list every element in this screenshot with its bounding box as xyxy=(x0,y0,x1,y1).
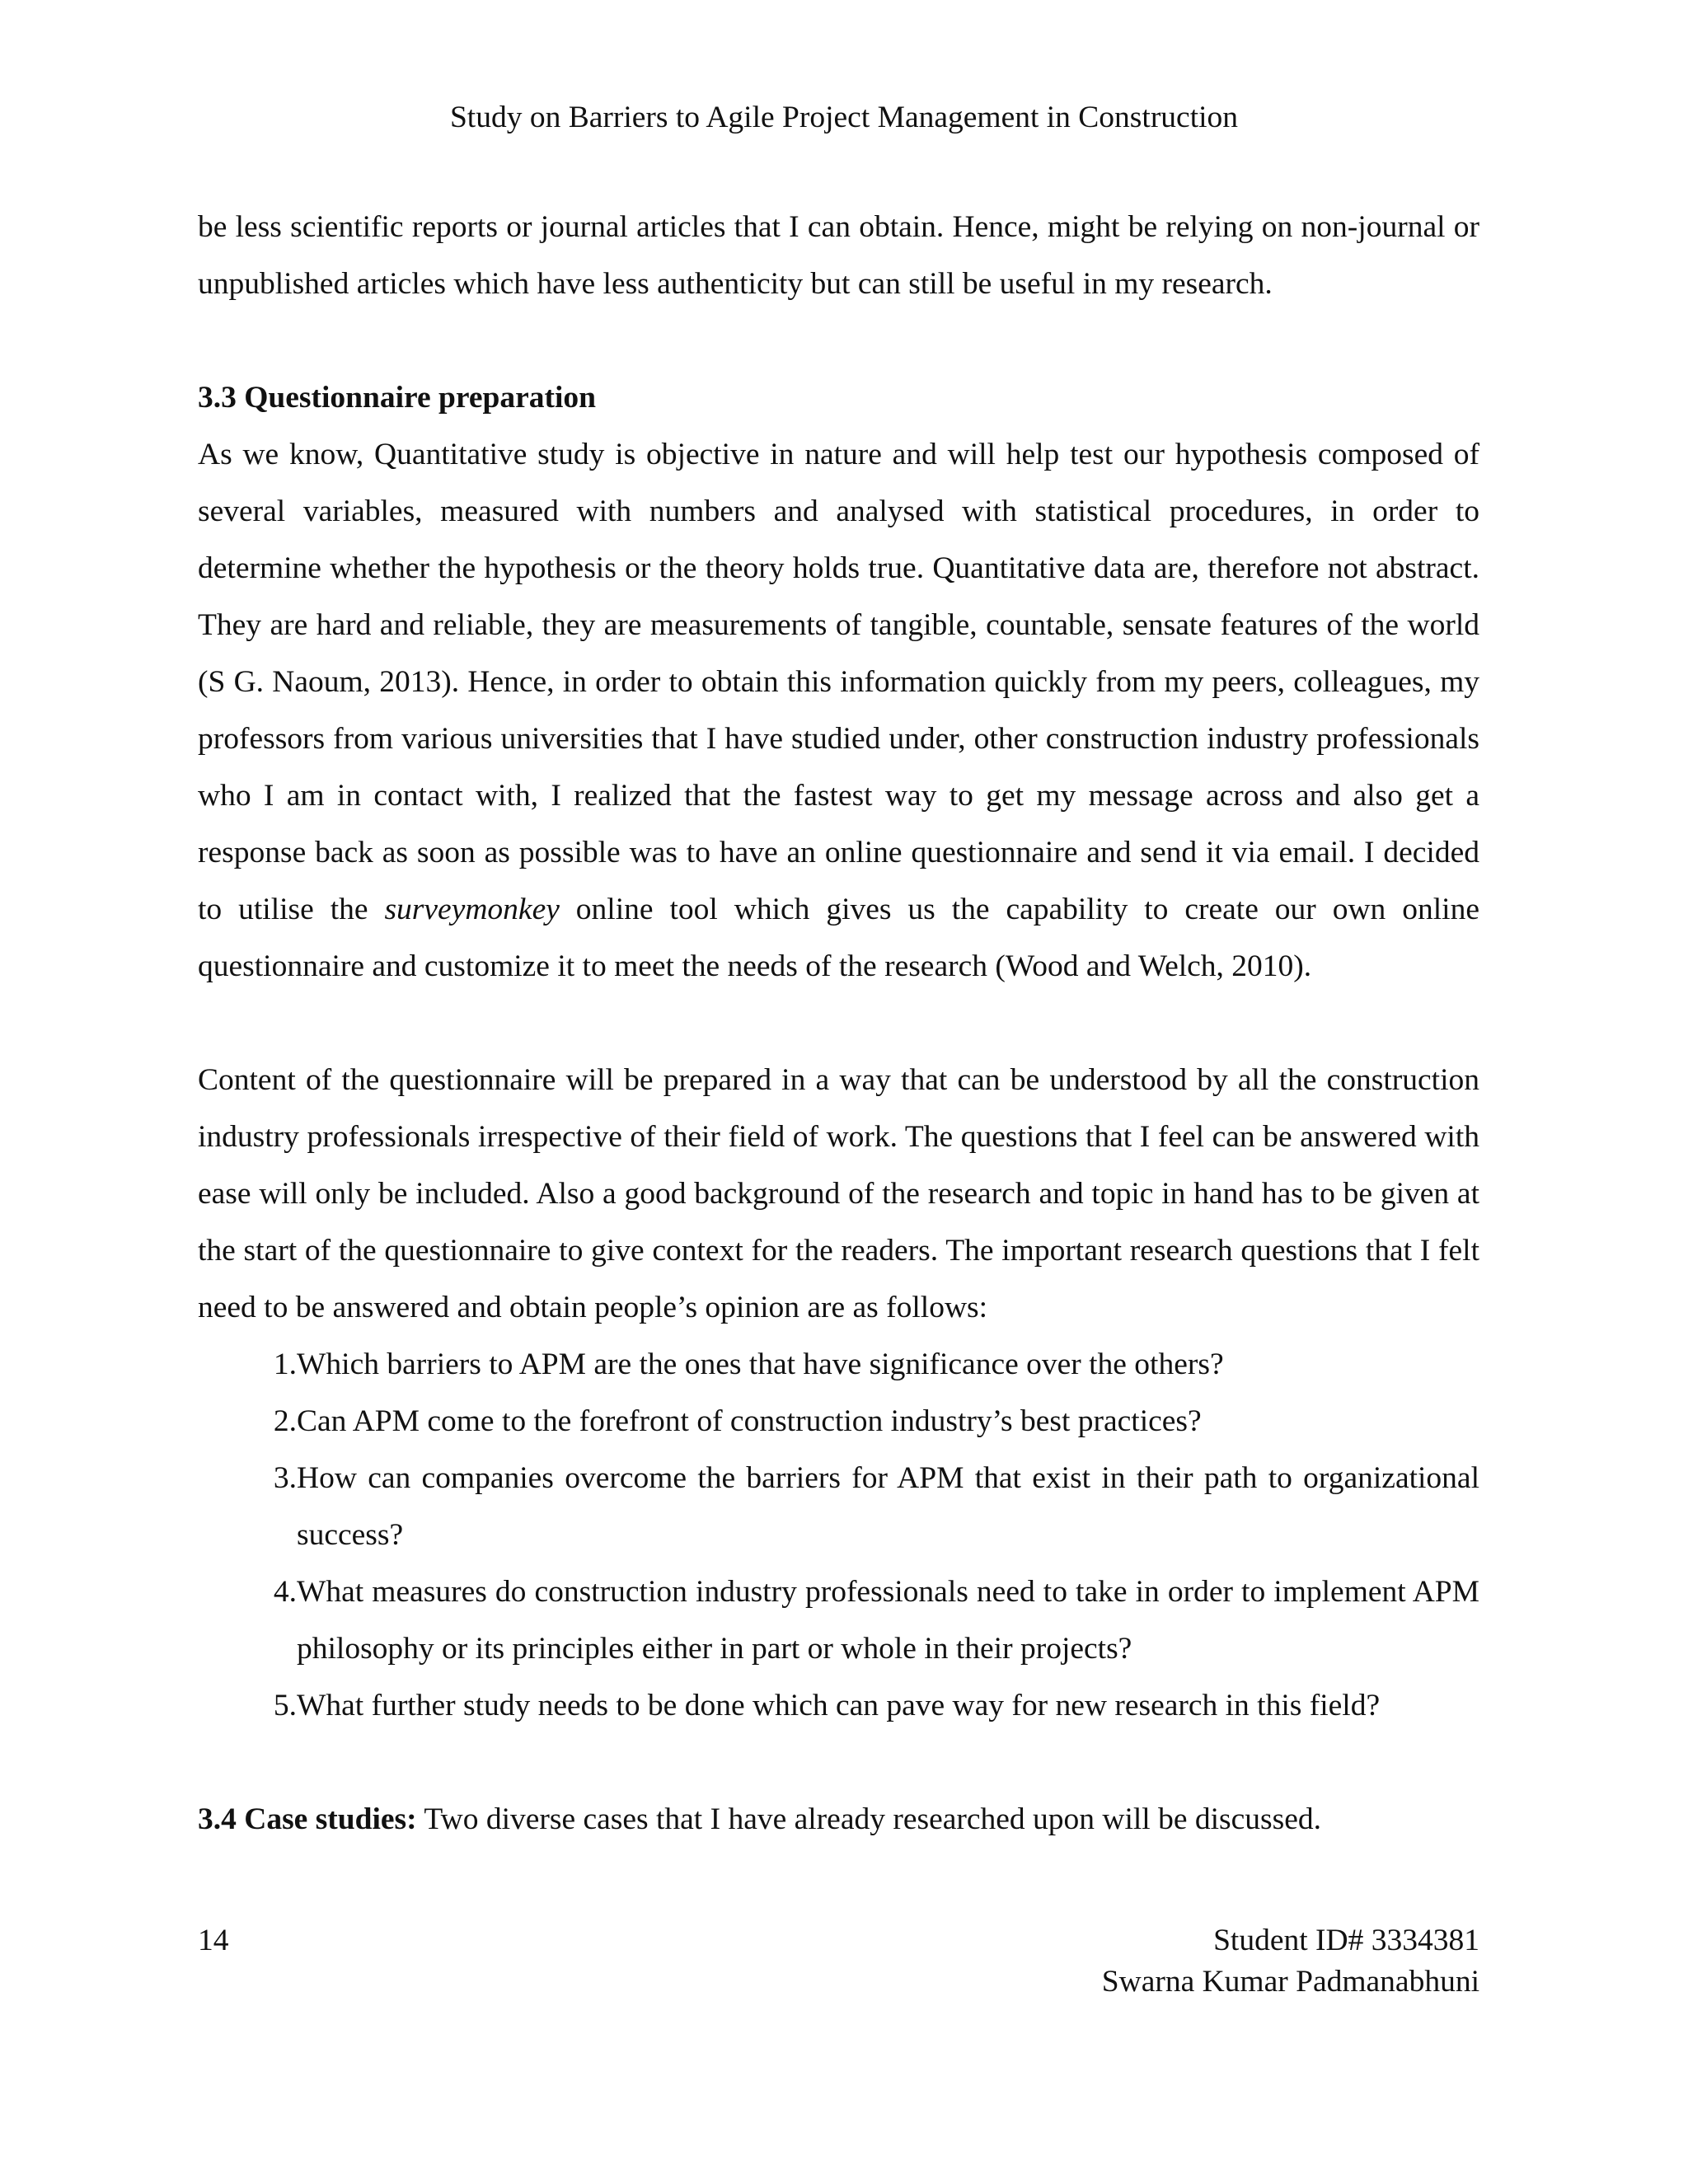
list-item xyxy=(198,1393,1479,1450)
list-item-number: 4. xyxy=(273,1575,297,1609)
case-studies-text: Two diverse cases that I have already researched upon will be discussed. xyxy=(416,1802,1321,1836)
spacer xyxy=(198,995,1479,1052)
list-item-text: How can companies overcome the barriers for APM that exist in their path to organizational success? xyxy=(297,1461,1479,1552)
list-item-text: Which barriers to APM are the ones that have significance over the others? xyxy=(297,1347,1224,1381)
list-item xyxy=(198,1450,1479,1563)
author-name: Swarna Kumar Padmanabhuni xyxy=(1101,1965,1479,1999)
questionnaire-text-a: As we know, Quantitative study is objective in nature and will help test our hypothesis composed of several variables, measured with numbers and analysed with statistical procedures, in order to determine whether the hypothesis or the theory holds true. Quantitative data are, therefore not abstract. They are hard and reliable, they are measurements of tangible, countable, sensate features of the world (S G. Naoum, 2013). Hence, in order to obtain this information quickly from my peers, colleagues, my professors from various universities that I have studied under, other construction industry professionals who I am in contact with, I realized that the fastest way to get my message across and also get a response back as soon as possible was to have an online questionnaire and send it via email. I decided to utilise the xyxy=(198,438,1479,926)
list-item-text: Can APM come to the forefront of construction industry’s best practices? xyxy=(297,1404,1202,1438)
list-item-number: 1. xyxy=(273,1347,297,1381)
spacer xyxy=(198,312,1479,369)
questionnaire-paragraph-2: Content of the questionnaire will be prepared in a way that can be understood by all the construction industry professionals irrespective of their field of work. The questions that I feel can be answered with ease will only be included. Also a good background of the research and topic in hand has to be given at the start of the questionnaire to give context for the readers. The important research questions that I felt need to be answered and obtain people’s opinion are as follows: xyxy=(198,1063,1479,1324)
continued-paragraph: be less scientific reports or journal articles that I can obtain. Hence, might be relying on non-journal or unpublished articles which have less authenticity but can still be useful in my research. xyxy=(198,210,1479,301)
list-item-number: 2. xyxy=(273,1404,297,1438)
section-heading-questionnaire: 3.3 Questionnaire preparation xyxy=(198,381,597,415)
spacer xyxy=(198,1734,1479,1791)
list-item-number: 5. xyxy=(273,1689,297,1722)
page-number: 14 xyxy=(198,1924,229,1957)
surveymonkey-term: surveymonkey xyxy=(384,893,560,926)
page-body xyxy=(198,199,1479,1848)
questionnaire-paragraph-1 xyxy=(198,426,1479,995)
section-heading-case-studies: 3.4 Case studies: xyxy=(198,1802,417,1836)
author-block xyxy=(1102,1920,1479,2003)
questionnaire-text-b: online tool which gives us the capability to create our own online questionnaire and customize it to meet the needs of the research (Wood and Welch, 2010). xyxy=(198,893,1479,983)
list-item-text: What further study needs to be done which can pave way for new research in this field? xyxy=(297,1689,1381,1722)
list-item-text: What measures do construction industry professionals need to take in order to implement APM philosophy or its principles either in part or whole in their projects? xyxy=(297,1575,1479,1666)
running-header: Study on Barriers to Agile Project Management in Construction xyxy=(449,101,1239,134)
case-studies-paragraph xyxy=(198,1791,1479,1848)
list-item xyxy=(198,1336,1479,1393)
research-questions-list xyxy=(198,1336,1479,1734)
list-item xyxy=(198,1563,1479,1677)
list-item xyxy=(198,1677,1479,1734)
student-id: Student ID# 3334381 xyxy=(1213,1924,1479,1957)
list-item-number: 3. xyxy=(273,1461,297,1495)
